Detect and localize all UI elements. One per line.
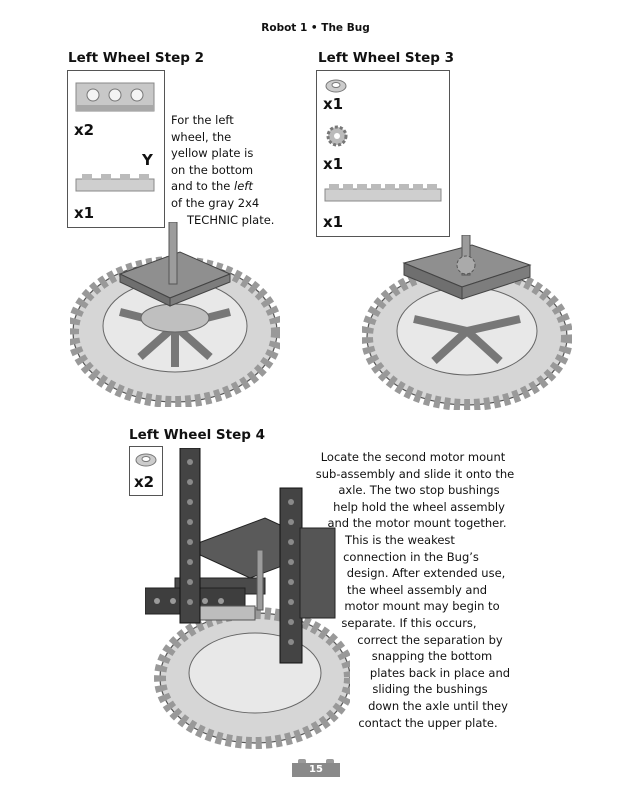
step2-parts-box <box>67 70 165 228</box>
text-line: help hold the wheel assembly <box>333 499 505 514</box>
technic-plate-2x4-image <box>74 79 156 115</box>
text-line: of the gray 2x4 <box>171 195 260 210</box>
text-line: on the bottom <box>171 162 254 177</box>
text-line: yellow plate is <box>171 146 254 161</box>
text-line: plates back in place and <box>369 665 511 680</box>
text-line: separate. If this occurs, <box>341 615 477 630</box>
step3-part2-qty: x1 <box>323 155 344 173</box>
step3-part1-qty: x1 <box>323 95 344 113</box>
text-line: motor mount may begin to <box>344 599 500 614</box>
text-line: connection in the Bug’s <box>343 549 479 564</box>
page-header: Robot 1 • The Bug <box>261 22 370 34</box>
step4-title: Left Wheel Step 4 <box>129 427 266 443</box>
text-line: sliding the bushings <box>372 682 488 697</box>
step2-title: Left Wheel Step 2 <box>68 50 205 66</box>
page-number: 15 <box>309 764 323 775</box>
step3-parts-box <box>316 70 450 237</box>
text-line: the wheel assembly and <box>346 582 488 597</box>
step2-wheel-assembly-image <box>70 222 280 407</box>
plate-2x4-image <box>74 171 156 195</box>
step3-wheel-assembly-image <box>362 235 572 410</box>
text-line: contact the upper plate. <box>358 715 498 730</box>
plate-1x8-image <box>323 181 443 205</box>
step2-instructions <box>171 112 274 228</box>
emphasis-left: left <box>234 179 253 194</box>
brick-stud <box>326 759 334 763</box>
text-line: down the axle until they <box>368 698 508 713</box>
step2-part2-qty: x1 <box>74 204 95 222</box>
text-line: and the motor mount together. <box>327 516 507 531</box>
text-line: correct the separation by <box>357 632 503 647</box>
step4-instructions <box>310 449 520 731</box>
text-line: snapping the bottom <box>371 649 493 664</box>
text-line: This is the weakest <box>345 532 455 547</box>
step2-part1-qty: x2 <box>74 121 95 139</box>
bushing-image <box>323 77 349 95</box>
brick-stud <box>298 759 306 763</box>
text-line: Locate the second motor mount <box>320 450 506 464</box>
gear-image <box>323 123 351 149</box>
text-line: axle. The two stop bushings <box>338 483 500 498</box>
text-line: design. After extended use, <box>346 566 506 581</box>
text-line: and to the left <box>171 179 253 194</box>
text-line: For the left <box>171 113 234 127</box>
text-line: TECHNIC plate. <box>187 212 275 227</box>
text-line: wheel, the <box>171 129 232 144</box>
page-number-brick <box>292 763 340 777</box>
step3-part3-qty: x1 <box>323 213 344 231</box>
step4-part1-qty: x2 <box>134 473 155 491</box>
step3-title: Left Wheel Step 3 <box>318 50 455 66</box>
step2-part2-tag: Y <box>142 151 153 169</box>
text-line: sub-assembly and slide it onto the <box>315 466 515 481</box>
